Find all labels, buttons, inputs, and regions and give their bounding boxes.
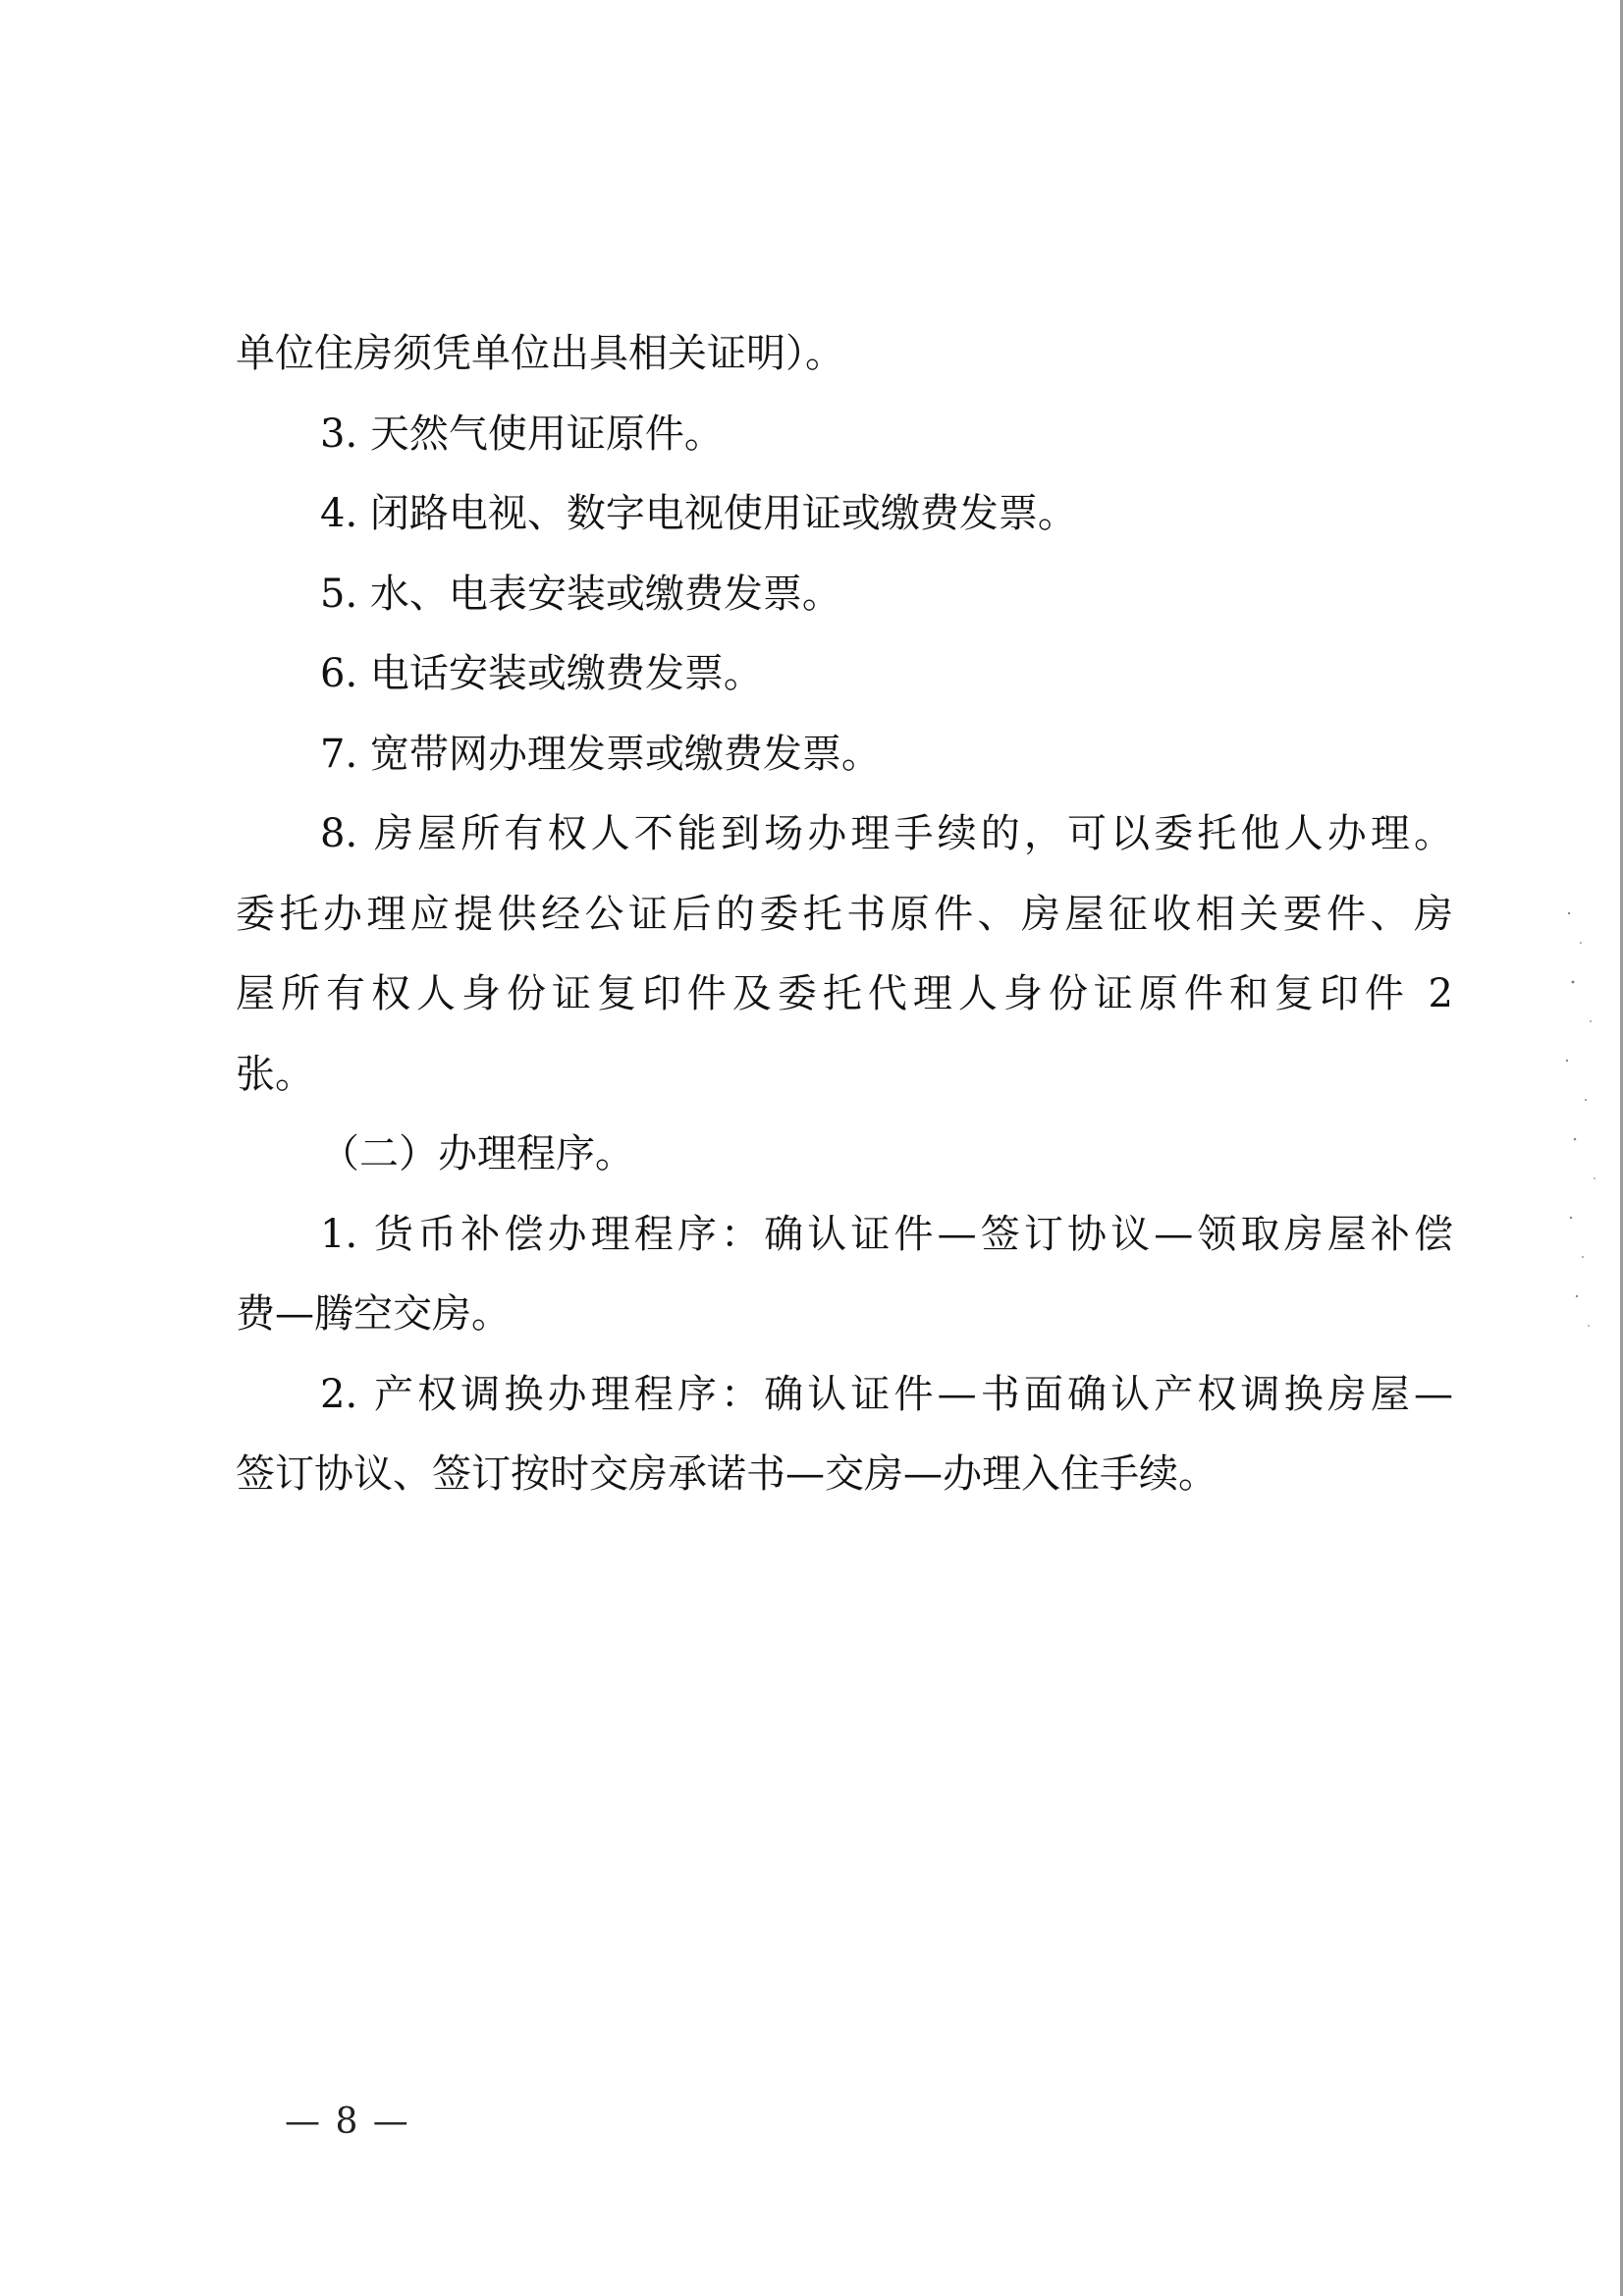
list-item-8-line-3: 屋所有权人身份证复印件及委托代理人身份证原件和复印件 2 (236, 971, 1453, 1016)
list-item-5: 5. 水、电表安装或缴费发票。 (320, 571, 841, 617)
procedure-item-1: 1. 货币补偿办理程序：确认证件—签订协议—领取房屋补偿 (320, 1211, 1453, 1257)
list-item-8-line-4: 张。 (236, 1051, 314, 1097)
scan-specks (1561, 903, 1610, 1336)
body-text (236, 314, 1453, 1515)
procedure-item-1-line-2: 费—腾空交房。 (236, 1291, 511, 1337)
text-line-continuation: 单位住房须凭单位出具相关证明）。 (236, 331, 844, 376)
page-number: — 8 — (285, 2102, 410, 2142)
list-item-3: 3. 天然气使用证原件。 (320, 410, 724, 457)
list-item-4: 4. 闭路电视、数字电视使用证或缴费发票。 (320, 491, 1077, 536)
list-item-7: 7. 宽带网办理发票或缴费发票。 (320, 731, 881, 777)
list-item-6: 6. 电话安装或缴费发票。 (320, 651, 763, 696)
procedure-item-2: 2. 产权调换办理程序：确认证件—书面确认产权调换房屋— (320, 1371, 1453, 1417)
list-item-8: 8. 房屋所有权人不能到场办理手续的，可以委托他人办理。 (320, 811, 1453, 856)
section-heading: （二）办理程序。 (320, 1131, 634, 1176)
procedure-item-2-line-2: 签订协议、签订按时交房承诺书—交房—办理入住手续。 (236, 1451, 1217, 1497)
list-item-8-line-2: 委托办理应提供经公证后的委托书原件、房屋征收相关要件、房 (236, 891, 1453, 937)
